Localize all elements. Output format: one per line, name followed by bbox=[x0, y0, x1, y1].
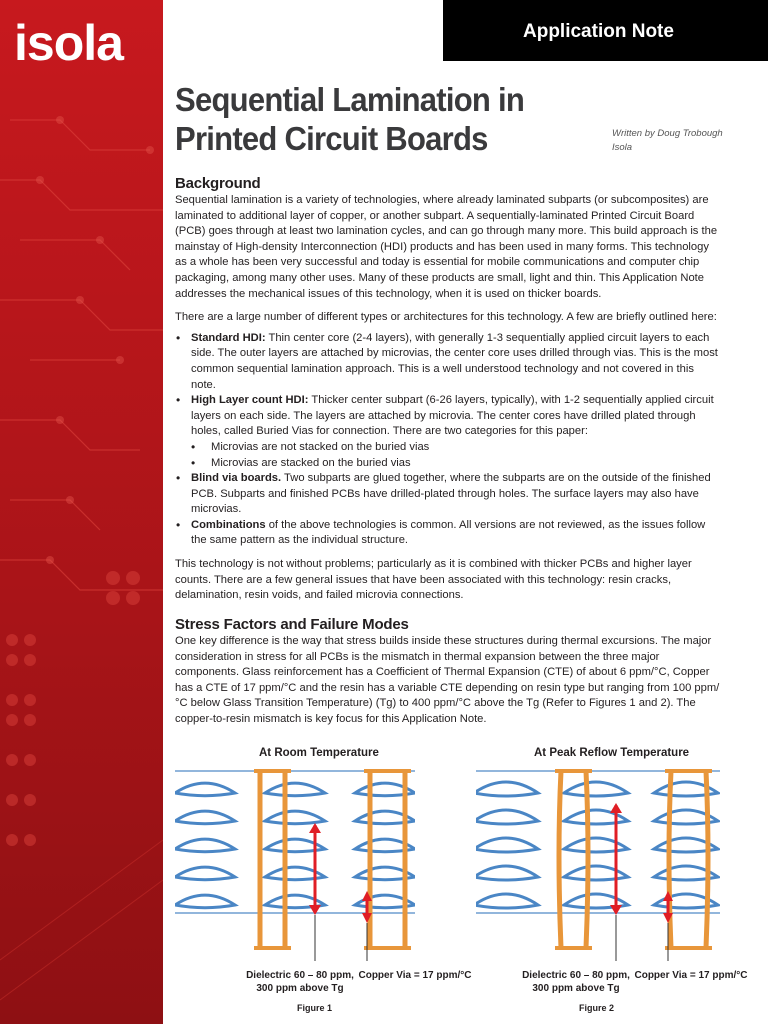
dielectric-label-line-2: 300 ppm above Tg bbox=[532, 983, 620, 994]
stress-section bbox=[175, 616, 720, 728]
list-item-text: of the above technologies is common. All versions are not reviewed, as the issues follow the same pattern as the individual structure. bbox=[191, 518, 706, 547]
figure-1-illustration bbox=[175, 763, 415, 963]
figure-2-title: At Peak Reflow Temperature bbox=[534, 747, 690, 759]
list-item bbox=[175, 518, 720, 549]
background-paragraph-1: Sequential lamination is a variety of technologies, where already laminated subparts (or subcomposites) are laminated to additional layer of copper, or another subpart. A sequentially-laminated Printed Circuit Board (PCB) goes through at least two lamination cycles, and can go through many more. This build approach is the mainstay of High-density Interconnection (HDI) products and has been used in many forms. This technology as a whole has been very successful and today is essential for mobile communications and computer chip packaging, among many other uses. Many of these products are small, light and thin. This Application Note addresses the mechanical issues of this technology, when it is used on thicker boards. bbox=[175, 194, 718, 300]
figure-2-dielectric-label bbox=[516, 969, 636, 995]
glass-fiber-bundle bbox=[175, 867, 235, 880]
list-item-term: Combinations bbox=[191, 518, 266, 531]
author-block bbox=[612, 127, 723, 155]
glass-fiber-bundle bbox=[476, 838, 538, 852]
brand-sidebar bbox=[0, 0, 163, 1024]
list-item bbox=[175, 471, 720, 518]
background-paragraph-3: This technology is not without problems; particularly as it is combined with thicker PCBs and higher layer counts. There are a few general issues that have been associated with this technology: resin cracks, delamination, resin voids, and failed microvia connections. bbox=[175, 558, 692, 602]
banner-label: Application Note bbox=[523, 21, 674, 42]
glass-fiber-bundle bbox=[175, 811, 235, 824]
copper-via-wall bbox=[669, 771, 671, 948]
dielectric-label-line-2: 300 ppm above Tg bbox=[256, 983, 344, 994]
list-item-term: Standard HDI: bbox=[191, 331, 266, 344]
list-item-text: Thin center core (2-4 layers), with generally 1-3 sequentially applied circuit layers to each side. The outer layers are attached by microvias, the center core uses drilled through vias. This is the most common sequential lamination approach. This is a well understood technology and not covered in this note. bbox=[191, 331, 718, 391]
copper-via-wall bbox=[559, 771, 561, 948]
glass-fiber-bundle bbox=[564, 866, 628, 880]
stress-paragraph-1: One key difference is the way that stress builds inside these structures during thermal excursions. The major consideration in stress for all PCBs is the mismatch in thermal expansion between the three major components. Glass reinforcement has a Coefficient of Thermal Expansion (CTE) of about 6 ppm/°C, Copper has a CTE of 17 ppm/°C and the resin has a variable CTE depending on resin type but ranging from 100 ppm/°C below Glass Transition Temperature) (Tg) to 400 ppm/°C above the Tg (Refer to Figures 1 and 2). The copper-to-resin mismatch is key focus for this Application Note. bbox=[175, 635, 720, 725]
glass-fiber-bundle bbox=[265, 783, 325, 796]
list-item-term: Blind via boards. bbox=[191, 472, 282, 485]
glass-fiber-bundle bbox=[265, 811, 325, 824]
glass-fiber-bundle bbox=[175, 839, 235, 852]
list-item-text: Two subparts are glued together, where the subparts are on the outside of the finished PCB. Subparts and finished PCBs have drilled-plated through holes. The surface layers may also have microvias. bbox=[191, 472, 711, 516]
figure-1-copper-label: Copper Via = 17 ppm/°C bbox=[358, 970, 472, 981]
list-item bbox=[175, 331, 720, 393]
arrow-head bbox=[309, 823, 321, 833]
list-item-text: Thicker center subpart (6-26 layers, typically), with 1-2 sequentially applied circuit layers on each side. The layers are attached by microvia. The center cores have drilled plated through holes, called Buried Vias for connection. There are two categories for this paper: bbox=[191, 394, 714, 438]
glass-fiber-bundle bbox=[175, 783, 235, 796]
section-heading-background: Background bbox=[175, 175, 261, 192]
glass-fiber-bundle bbox=[175, 895, 235, 908]
glass-fiber-bundle bbox=[564, 782, 628, 796]
sub-list-item: • Microvias are not stacked on the buried vias bbox=[175, 440, 720, 456]
list-item-term: High Layer count HDI: bbox=[191, 394, 309, 407]
glass-fiber-bundle bbox=[476, 894, 538, 908]
copper-via-wall bbox=[706, 771, 708, 948]
figure-1-title: At Room Temperature bbox=[259, 747, 379, 759]
arrow-head bbox=[610, 803, 622, 813]
document-type-banner bbox=[443, 0, 768, 61]
figure-2-number: Figure 2 bbox=[579, 1003, 615, 1013]
dielectric-label-line-1: Dielectric 60 – 80 ppm, bbox=[246, 970, 354, 981]
glass-fiber-bundle bbox=[476, 866, 538, 880]
glass-fiber-bundle bbox=[476, 810, 538, 824]
author-name: Written by Doug Trobough bbox=[612, 128, 723, 139]
background-section bbox=[175, 175, 720, 604]
section-heading-stress: Stress Factors and Failure Modes bbox=[175, 616, 409, 633]
figure-2-illustration bbox=[476, 763, 720, 963]
architecture-list bbox=[175, 331, 720, 549]
figure-1-dielectric-label bbox=[240, 969, 360, 995]
glass-fiber-bundle bbox=[476, 782, 538, 796]
list-item bbox=[175, 393, 720, 471]
circuit-pattern bbox=[0, 0, 163, 1024]
dielectric-label-line-1: Dielectric 60 – 80 ppm, bbox=[522, 970, 630, 981]
figure-1-number: Figure 1 bbox=[297, 1003, 333, 1013]
background-paragraph-2: There are a large number of different types or architectures for this technology. A few are briefly outlined here: bbox=[175, 311, 717, 324]
sub-list-item: • Microvias are stacked on the buried vias bbox=[175, 456, 720, 472]
figure-2-copper-label: Copper Via = 17 ppm/°C bbox=[634, 970, 748, 981]
page-title: Sequential Lamination in Printed Circuit Boards bbox=[175, 81, 525, 157]
sub-list bbox=[175, 440, 720, 471]
author-organization: Isola bbox=[612, 142, 633, 153]
copper-via-wall bbox=[586, 771, 588, 948]
isola-logo: isola bbox=[14, 15, 123, 71]
glass-fiber-bundle bbox=[564, 838, 628, 852]
